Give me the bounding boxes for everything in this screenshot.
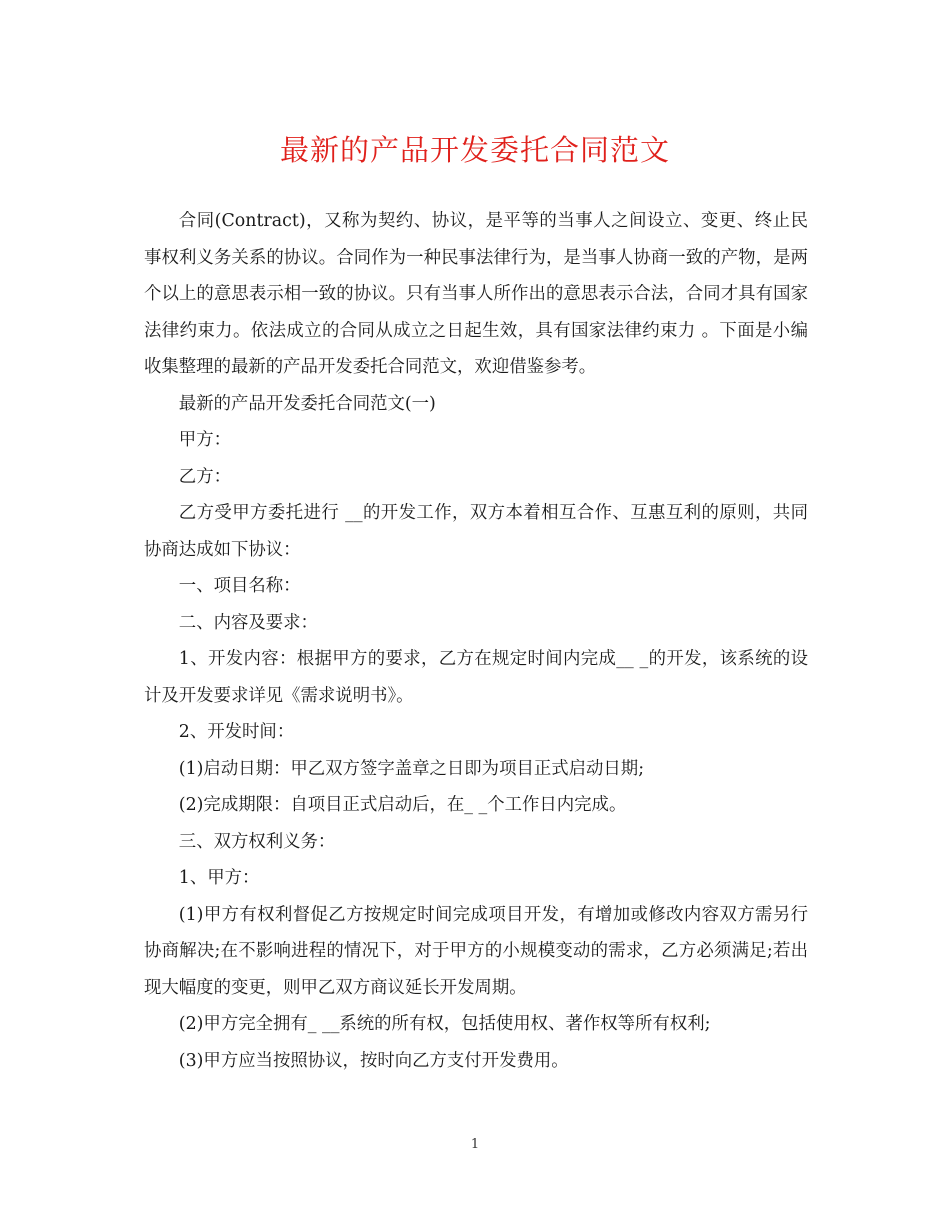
document-title: 最新的产品开发委托合同范文 xyxy=(279,133,670,167)
clause-party-a-item-3: (3)甲方应当按照协议，按时向乙方支付开发费用。 xyxy=(178,1050,569,1071)
clause-party-a-item-2: (2)甲方完全拥有_ __系统的所有权，包括使用权、著作权等所有权利; xyxy=(178,1014,711,1034)
agreement-preamble: 乙方受甲方委托进行 __的开发工作，双方本着相互合作、互惠互利的原则，共同协商达成如下协议： xyxy=(144,503,808,560)
section-heading: 最新的产品开发委托合同范文(一) xyxy=(178,393,436,414)
party-b-label: 乙方： xyxy=(178,466,231,487)
party-a-label: 甲方： xyxy=(178,430,231,450)
clause-party-a: 1、甲方： xyxy=(178,868,260,888)
clause-development-content: 1、开发内容：根据甲方的要求，乙方在规定时间内完成__ _的开发，该系统的设计及开发要求详见《需求说明书》。 xyxy=(144,649,808,706)
clause-project-name: 一、项目名称： xyxy=(178,576,301,596)
document-body xyxy=(144,203,808,1079)
intro-paragraph: 合同(Contract)，又称为契约、协议，是平等的当事人之间设立、变更、终止民事权利义务关系的协议。合同作为一种民事法律行为，是当事人协商一致的产物，是两个以上的意思表示相一致的协议。只有当事人所作出的意思表示合法，合同才具有国家法律约束力。依法成立的合同从成立之日起生效，具有国家法律约束力 。下面是小编收集整理的最新的产品开发委托合同范文，欢迎借鉴参考。 xyxy=(144,211,808,377)
clause-start-date: (1)启动日期：甲乙双方签字盖章之日即为项目正式启动日期; xyxy=(178,758,645,779)
clause-party-a-item-1: (1)甲方有权利督促乙方按规定时间完成项目开发，有增加或修改内容双方需另行协商解决;在不影响进程的情况下，对于甲方的小规模变动的需求，乙方必须满足;若出现大幅度的变更，则甲乙双方商议延长开发周期。 xyxy=(144,904,808,998)
clause-completion-deadline: (2)完成期限：自项目正式启动后，在_ _个工作日内完成。 xyxy=(178,795,627,815)
clause-content-requirements: 二、内容及要求： xyxy=(178,612,318,633)
page-number: 1 xyxy=(470,1137,480,1152)
clause-rights-obligations: 三、双方权利义务： xyxy=(178,831,336,852)
clause-development-time: 2、开发时间： xyxy=(178,722,295,742)
